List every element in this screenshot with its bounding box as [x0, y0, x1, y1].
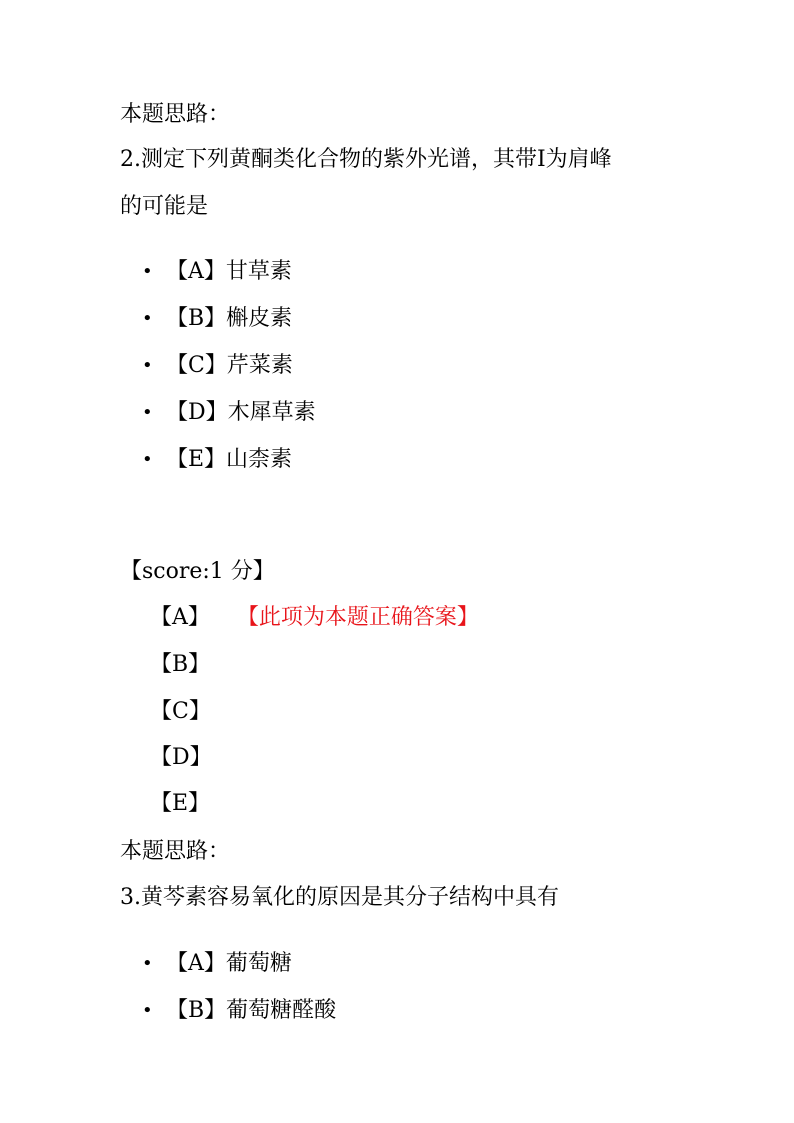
answer-label: 【D】 — [150, 745, 212, 770]
question-text: 3.黄芩素容易氧化的原因是其分子结构中具有 — [120, 885, 559, 910]
option-label: 【C】芹菜素 — [166, 353, 293, 378]
option-label: 【A】葡萄糖 — [166, 951, 292, 976]
answer-label: 【B】 — [150, 652, 211, 677]
answer-label: 【A】 — [150, 605, 210, 630]
score-label: 【score:1 分】 — [120, 559, 275, 584]
option-item — [142, 445, 292, 475]
option-item — [142, 351, 293, 381]
option-item — [142, 257, 292, 287]
option-item — [142, 398, 316, 428]
hint-label: 本题思路： — [120, 102, 231, 127]
correct-answer-note: 【此项为本题正确答案】 — [247, 605, 479, 630]
option-item — [142, 949, 292, 979]
question-text: 2.测定下列黄酮类化合物的紫外光谱，其带Ⅰ为肩峰 — [120, 147, 612, 172]
bullet-icon: • — [142, 449, 153, 470]
answer-label: 【C】 — [150, 699, 211, 724]
option-label: 【B】槲皮素 — [166, 306, 293, 331]
bullet-icon: • — [142, 261, 153, 282]
bullet-icon: • — [142, 953, 153, 974]
answer-row — [150, 789, 210, 819]
option-label: 【B】葡萄糖醛酸 — [166, 998, 337, 1023]
answer-row — [150, 697, 211, 727]
option-label: 【E】山柰素 — [166, 447, 293, 472]
bullet-icon: • — [142, 1000, 153, 1021]
answer-row — [150, 743, 212, 773]
hint-label: 本题思路： — [120, 839, 231, 864]
answer-row — [150, 603, 479, 633]
question-text-continued: 的可能是 — [120, 194, 209, 219]
bullet-icon: • — [142, 402, 153, 423]
answer-label: 【E】 — [150, 791, 211, 816]
option-item — [142, 304, 292, 334]
option-item — [142, 996, 336, 1026]
bullet-icon: • — [142, 308, 153, 329]
bullet-icon: • — [142, 355, 153, 376]
answer-row — [150, 650, 210, 680]
option-label: 【A】甘草素 — [166, 259, 292, 284]
option-label: 【D】木犀草素 — [166, 400, 316, 425]
